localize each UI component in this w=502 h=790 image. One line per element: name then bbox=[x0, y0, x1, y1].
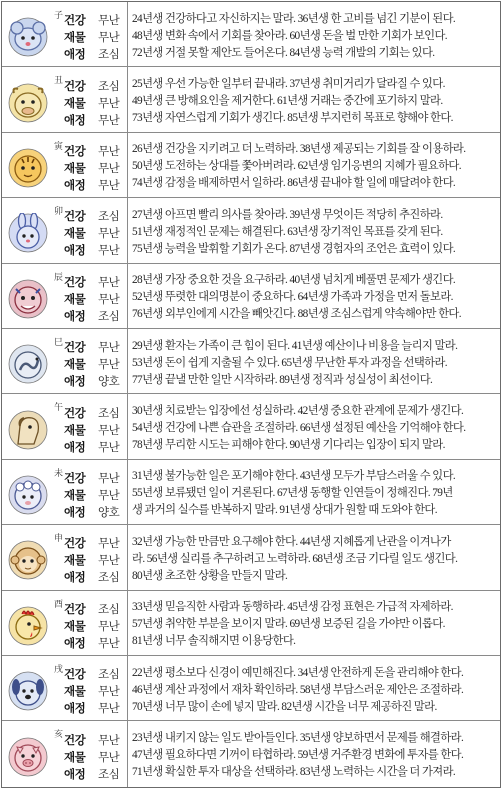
love-rating-label: 애정 bbox=[64, 112, 86, 127]
health-rating bbox=[64, 208, 119, 224]
fortune-line: 24년생 건강하다고 자신하지는 말라. 36년생 한 고비를 넘긴 기분이 된다. bbox=[132, 12, 456, 25]
love-rating bbox=[64, 700, 119, 716]
love-rating-value: 조심 bbox=[98, 308, 120, 323]
love-rating bbox=[64, 635, 119, 651]
wealth-rating bbox=[64, 95, 119, 111]
zodiac-row-horse bbox=[2, 394, 500, 459]
love-rating-value: 양호 bbox=[98, 504, 120, 519]
health-rating-value: 조심 bbox=[98, 667, 120, 682]
zodiac-hanja: 丑 bbox=[54, 76, 64, 87]
fortune-ratings bbox=[64, 78, 119, 128]
zodiac-hanja: 巳 bbox=[54, 337, 64, 348]
monkey-icon bbox=[8, 540, 48, 580]
fortune-line: 54년생 건강에 나쁜 습관을 조절하라. 66년생 설정된 예산을 기억해야 한다. bbox=[132, 422, 466, 435]
zodiac-row-rabbit bbox=[2, 198, 500, 263]
fortune-line: 78년생 무리한 시도는 피해야 한다. 90년생 기다리는 입장이 되지 말라. bbox=[132, 439, 445, 452]
fortune-line: 26년생 건강을 지키려고 더 노력하라. 38년생 제공되는 기회를 잘 이용하라. bbox=[132, 143, 466, 156]
health-rating-value: 무난 bbox=[98, 13, 120, 28]
health-rating-value: 무난 bbox=[98, 732, 120, 747]
zodiac-hanja: 申 bbox=[54, 534, 64, 545]
love-rating-label: 애정 bbox=[64, 374, 86, 389]
health-rating bbox=[64, 274, 119, 290]
love-rating-value: 무난 bbox=[98, 177, 120, 192]
wealth-rating-value: 무난 bbox=[98, 357, 120, 372]
fortune-line: 53년생 돈이 쉽게 지출될 수 있다. 65년생 무난한 투자 과정을 선택하라. bbox=[132, 356, 448, 369]
health-rating bbox=[64, 732, 119, 748]
wealth-rating-value: 무난 bbox=[98, 618, 120, 633]
fortune-line: 27년생 아프면 빨리 의사를 찾아라. 39년생 무엇이든 적당히 추진하라. bbox=[132, 208, 443, 221]
snake-icon bbox=[8, 344, 48, 384]
health-rating-label: 건강 bbox=[64, 340, 86, 355]
fortune-line: 22년생 평소보다 신경이 예민해진다. 34년생 안전하게 돈을 관리해야 한다. bbox=[132, 666, 464, 679]
love-rating-label: 애정 bbox=[64, 47, 86, 62]
love-rating bbox=[64, 177, 119, 193]
zodiac-sign-cell bbox=[2, 394, 128, 458]
rooster-icon bbox=[8, 606, 48, 646]
love-rating-label: 애정 bbox=[64, 504, 86, 519]
love-rating bbox=[64, 504, 119, 520]
fortune-text bbox=[128, 460, 500, 524]
zodiac-hanja: 未 bbox=[54, 468, 64, 479]
health-rating bbox=[64, 666, 119, 682]
fortune-text bbox=[128, 133, 500, 197]
wealth-rating-value: 무난 bbox=[98, 291, 120, 306]
health-rating bbox=[64, 12, 119, 28]
love-rating bbox=[64, 242, 119, 258]
fortune-ratings bbox=[64, 208, 119, 258]
health-rating-value: 조심 bbox=[98, 209, 120, 224]
fortune-line: 74년생 감정을 배제하면서 일하라. 86년생 끝내야 할 일에 매달려야 한다. bbox=[132, 177, 456, 190]
health-rating-label: 건강 bbox=[64, 732, 86, 747]
fortune-line: 71년생 확실한 투자 대상을 선택하라. 83년생 노력하는 시간을 더 가져라. bbox=[132, 766, 456, 779]
fortune-line: 32년생 가능한 만큼만 요구해야 한다. 44년생 지혜롭게 난관을 이겨나가 bbox=[132, 535, 451, 548]
zodiac-sign-cell bbox=[2, 656, 128, 720]
love-rating-label: 애정 bbox=[64, 701, 86, 716]
fortune-line: 49년생 큰 방해요인을 제거한다. 61년생 거래는 중간에 포기하지 말라. bbox=[132, 95, 443, 108]
love-rating-label: 애정 bbox=[64, 635, 86, 650]
fortune-line: 46년생 계산 과정에서 재차 확인하라. 58년생 부담스러운 제안은 조절하라. bbox=[132, 683, 464, 696]
health-rating bbox=[64, 143, 119, 159]
fortune-line: 50년생 도전하는 상대를 쫓아버려라. 62년생 임기응변의 지혜가 필요하다. bbox=[132, 160, 461, 173]
wealth-rating-label: 재물 bbox=[64, 30, 86, 45]
love-rating bbox=[64, 569, 119, 585]
zodiac-hanja: 亥 bbox=[54, 730, 64, 741]
fortune-text bbox=[128, 721, 500, 786]
zodiac-hanja: 辰 bbox=[54, 272, 64, 283]
fortune-line: 51년생 재정적인 문제는 해결된다. 63년생 장기적인 목표를 갖게 된다. bbox=[132, 225, 443, 238]
zodiac-hanja: 寅 bbox=[54, 141, 64, 152]
zodiac-row-dragon bbox=[2, 264, 500, 329]
wealth-rating-value: 무난 bbox=[98, 226, 120, 241]
zodiac-hanja: 午 bbox=[54, 403, 64, 414]
wealth-rating bbox=[64, 552, 119, 568]
love-rating-value: 조심 bbox=[98, 570, 120, 585]
love-rating-value: 양호 bbox=[98, 374, 120, 389]
love-rating bbox=[64, 308, 119, 324]
love-rating bbox=[64, 766, 119, 782]
fortune-ratings bbox=[64, 732, 119, 782]
love-rating-value: 조심 bbox=[98, 47, 120, 62]
fortune-line: 47년생 필요하다면 기꺼이 타협하라. 59년생 거주환경 변화에 투자를 한다. bbox=[132, 749, 464, 762]
wealth-rating bbox=[64, 160, 119, 176]
wealth-rating bbox=[64, 356, 119, 372]
wealth-rating bbox=[64, 291, 119, 307]
zodiac-hanja: 卯 bbox=[54, 207, 64, 218]
wealth-rating-value: 무난 bbox=[98, 684, 120, 699]
wealth-rating-label: 재물 bbox=[64, 291, 86, 306]
fortune-line: 31년생 불가능한 일은 포기해야 한다. 43년생 모두가 부담스러울 수 있다. bbox=[132, 470, 456, 483]
love-rating bbox=[64, 373, 119, 389]
wealth-rating bbox=[64, 683, 119, 699]
fortune-line: 72년생 거절 못할 제안도 들어온다. 84년생 능력 개발의 기회는 있다. bbox=[132, 46, 435, 59]
love-rating-value: 무난 bbox=[98, 112, 120, 127]
fortune-line: 70년생 너무 많이 손에 넣지 말라. 82년생 시간을 너무 제공하진 말라. bbox=[132, 700, 437, 713]
health-rating-label: 건강 bbox=[64, 209, 86, 224]
dog-icon bbox=[8, 671, 48, 711]
love-rating-value: 무난 bbox=[98, 701, 120, 716]
wealth-rating bbox=[64, 618, 119, 634]
zodiac-row-dog bbox=[2, 656, 500, 721]
wealth-rating-label: 재물 bbox=[64, 95, 86, 110]
health-rating bbox=[64, 78, 119, 94]
zodiac-hanja: 戌 bbox=[54, 664, 64, 675]
fortune-line: 30년생 치료받는 입장에선 성실하라. 42년생 중요한 관계에 문제가 생긴다. bbox=[132, 405, 464, 418]
health-rating-value: 무난 bbox=[98, 536, 120, 551]
zodiac-sign-cell bbox=[2, 721, 128, 786]
love-rating-value: 조심 bbox=[98, 766, 120, 781]
zodiac-row-snake bbox=[2, 329, 500, 394]
health-rating-value: 조심 bbox=[98, 601, 120, 616]
zodiac-row-pig bbox=[2, 721, 500, 786]
wealth-rating-label: 재물 bbox=[64, 226, 86, 241]
wealth-rating bbox=[64, 487, 119, 503]
fortune-line: 23년생 내키지 않는 일도 받아들인다. 35년생 양보하면서 문제를 해결하라. bbox=[132, 732, 464, 745]
health-rating bbox=[64, 405, 119, 421]
wealth-rating-value: 무난 bbox=[98, 487, 120, 502]
zodiac-row-tiger bbox=[2, 133, 500, 198]
wealth-rating-label: 재물 bbox=[64, 684, 86, 699]
zodiac-sign-cell bbox=[2, 133, 128, 197]
rat-icon bbox=[8, 17, 48, 57]
fortune-text bbox=[128, 591, 500, 655]
fortune-text bbox=[128, 198, 500, 262]
zodiac-sign-cell bbox=[2, 2, 128, 66]
zodiac-sign-cell bbox=[2, 525, 128, 589]
health-rating-label: 건강 bbox=[64, 470, 86, 485]
zodiac-row-monkey bbox=[2, 525, 500, 590]
fortune-ratings bbox=[64, 405, 119, 455]
health-rating-label: 건강 bbox=[64, 405, 86, 420]
fortune-text bbox=[128, 67, 500, 131]
wealth-rating-label: 재물 bbox=[64, 487, 86, 502]
health-rating-label: 건강 bbox=[64, 667, 86, 682]
health-rating-label: 건강 bbox=[64, 601, 86, 616]
wealth-rating-label: 재물 bbox=[64, 749, 86, 764]
fortune-ratings bbox=[64, 601, 119, 651]
wealth-rating-value: 무난 bbox=[98, 422, 120, 437]
wealth-rating-label: 재물 bbox=[64, 618, 86, 633]
love-rating-value: 무난 bbox=[98, 635, 120, 650]
health-rating-value: 무난 bbox=[98, 340, 120, 355]
fortune-line: 25년생 우선 가능한 일부터 끝내라. 37년생 취미거리가 달라질 수 있다. bbox=[132, 78, 445, 91]
fortune-ratings bbox=[64, 274, 119, 324]
wealth-rating-value: 무난 bbox=[98, 553, 120, 568]
wealth-rating-label: 재물 bbox=[64, 553, 86, 568]
wealth-rating bbox=[64, 749, 119, 765]
fortune-line: 48년생 변화 속에서 기회를 찾아라. 60년생 돈을 벌 만한 기회가 보인다. bbox=[132, 29, 448, 42]
health-rating-value: 조심 bbox=[98, 405, 120, 420]
health-rating bbox=[64, 339, 119, 355]
fortune-line: 33년생 믿음직한 사람과 동행하라. 45년생 감정 표현은 가급적 자제하라. bbox=[132, 601, 453, 614]
zodiac-sign-cell bbox=[2, 329, 128, 393]
wealth-rating bbox=[64, 422, 119, 438]
zodiac-row-sheep bbox=[2, 460, 500, 525]
horoscope-table bbox=[1, 1, 501, 788]
fortune-ratings bbox=[64, 535, 119, 585]
fortune-text bbox=[128, 525, 500, 589]
fortune-ratings bbox=[64, 12, 119, 62]
fortune-line: 77년생 끝낼 만한 일만 시작하라. 89년생 정직과 성실성이 최선이다. bbox=[132, 373, 433, 386]
health-rating bbox=[64, 601, 119, 617]
zodiac-sign-cell bbox=[2, 67, 128, 131]
fortune-text bbox=[128, 394, 500, 458]
fortune-text bbox=[128, 2, 500, 66]
health-rating bbox=[64, 535, 119, 551]
fortune-line: 52년생 뚜렷한 대의명분이 중요하다. 64년생 가족과 가정을 먼저 돌보라. bbox=[132, 291, 453, 304]
fortune-line: 81년생 너무 솔직해지면 이용당한다. bbox=[132, 635, 296, 648]
dragon-icon bbox=[8, 279, 48, 319]
fortune-ratings bbox=[64, 143, 119, 193]
health-rating-value: 무난 bbox=[98, 470, 120, 485]
zodiac-row-rooster bbox=[2, 591, 500, 656]
health-rating-value: 조심 bbox=[98, 78, 120, 93]
fortune-line: 75년생 능력을 발휘할 기회가 온다. 87년생 경험자의 조언은 효력이 있다. bbox=[132, 242, 456, 255]
fortune-line: 57년생 취약한 부분을 보이지 말라. 69년생 보증된 길을 가야만 이롭다. bbox=[132, 618, 445, 631]
wealth-rating-value: 무난 bbox=[98, 95, 120, 110]
health-rating-value: 무난 bbox=[98, 274, 120, 289]
zodiac-row-ox bbox=[2, 67, 500, 132]
love-rating bbox=[64, 46, 119, 62]
health-rating-label: 건강 bbox=[64, 78, 86, 93]
wealth-rating bbox=[64, 225, 119, 241]
wealth-rating-label: 재물 bbox=[64, 160, 86, 175]
zodiac-sign-cell bbox=[2, 198, 128, 262]
fortune-ratings bbox=[64, 470, 119, 520]
love-rating bbox=[64, 112, 119, 128]
wealth-rating bbox=[64, 29, 119, 45]
fortune-ratings bbox=[64, 339, 119, 389]
ox-icon bbox=[8, 83, 48, 123]
love-rating-label: 애정 bbox=[64, 570, 86, 585]
wealth-rating-value: 무난 bbox=[98, 160, 120, 175]
fortune-text bbox=[128, 264, 500, 328]
health-rating-label: 건강 bbox=[64, 143, 86, 158]
horse-icon bbox=[8, 410, 48, 450]
wealth-rating-label: 재물 bbox=[64, 422, 86, 437]
health-rating bbox=[64, 470, 119, 486]
zodiac-hanja: 酉 bbox=[54, 599, 64, 610]
tiger-icon bbox=[8, 148, 48, 188]
health-rating-label: 건강 bbox=[64, 274, 86, 289]
wealth-rating-value: 무난 bbox=[98, 749, 120, 764]
fortune-line: 55년생 보류됐던 일이 거론된다. 67년생 동행할 인연들이 정해진다. 79년 bbox=[132, 487, 453, 500]
fortune-line: 73년생 자연스럽게 기회가 생긴다. 85년생 부지런히 목표로 향해야 한다. bbox=[132, 112, 453, 125]
pig-icon bbox=[8, 737, 48, 777]
love-rating-label: 애정 bbox=[64, 766, 86, 781]
health-rating-label: 건강 bbox=[64, 13, 86, 28]
zodiac-hanja: 子 bbox=[54, 11, 64, 21]
wealth-rating-label: 재물 bbox=[64, 357, 86, 372]
health-rating-value: 무난 bbox=[98, 143, 120, 158]
fortune-line: 80년생 초조한 상황을 만들지 말라. bbox=[132, 569, 288, 582]
health-rating-label: 건강 bbox=[64, 536, 86, 551]
love-rating-value: 무난 bbox=[98, 243, 120, 258]
zodiac-sign-cell bbox=[2, 264, 128, 328]
zodiac-sign-cell bbox=[2, 591, 128, 655]
fortune-text bbox=[128, 656, 500, 720]
love-rating-value: 무난 bbox=[98, 439, 120, 454]
fortune-text bbox=[128, 329, 500, 393]
fortune-line: 생 과거의 실수를 반복하지 말라. 91년생 상대가 원할 때 도와야 한다. bbox=[132, 504, 437, 517]
zodiac-row-rat bbox=[2, 2, 500, 67]
wealth-rating-value: 무난 bbox=[98, 30, 120, 45]
love-rating bbox=[64, 439, 119, 455]
rabbit-icon bbox=[8, 213, 48, 253]
fortune-line: 라. 56년생 실리를 추구하려고 노력하라. 68년생 조금 기다릴 일도 생긴다. bbox=[132, 552, 458, 565]
sheep-icon bbox=[8, 475, 48, 515]
fortune-ratings bbox=[64, 666, 119, 716]
love-rating-label: 애정 bbox=[64, 177, 86, 192]
love-rating-label: 애정 bbox=[64, 243, 86, 258]
love-rating-label: 애정 bbox=[64, 439, 86, 454]
fortune-line: 28년생 가장 중요한 것을 요구하라. 40년생 넘치게 베풀면 문제가 생긴다. bbox=[132, 274, 456, 287]
fortune-line: 29년생 환자는 가족이 큰 힘이 된다. 41년생 예산이나 비용을 늘리지 말라. bbox=[132, 339, 458, 352]
fortune-line: 76년생 외부인에게 시간을 빼앗긴다. 88년생 조심스럽게 약속해야만 한다. bbox=[132, 308, 461, 321]
love-rating-label: 애정 bbox=[64, 308, 86, 323]
zodiac-sign-cell bbox=[2, 460, 128, 524]
